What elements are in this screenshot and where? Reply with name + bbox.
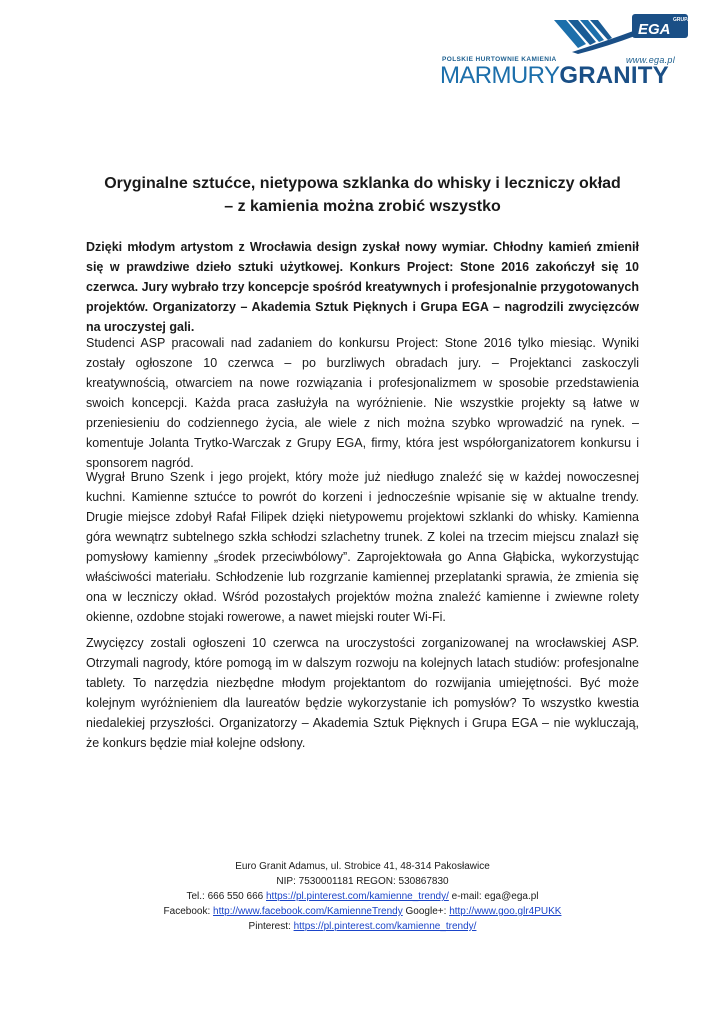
article-lead: Dzięki młodym artystom z Wrocławia design zyskał nowy wymiar. Chłodny kamień zmienił się w prawdziwe dzieło sztuki użytkowej. Konkurs Project: Stone 2016 zakończył się 10 czerwca. Jury wybrało trzy koncepcje spośród kreatywnych i profesjonalnie przygotowanych projektów. Organizatorzy – Akademia Sztuk Pięknych i Grupa EGA – nagrodzili zwycięzców na uroczystej gali. bbox=[86, 240, 639, 334]
footer-googleplus-label: Google+: bbox=[405, 906, 447, 917]
footer-pinterest-link-1[interactable]: https://pl.pinterest.com/kamienne_trendy/ bbox=[265, 891, 449, 902]
logo-badge-text: EGA bbox=[638, 21, 671, 38]
article-title bbox=[86, 172, 639, 218]
logo-subtitle: POLSKIE HURTOWNIE KAMIENIA bbox=[442, 56, 557, 63]
footer-email: e-mail: ega@ega.pl bbox=[451, 891, 539, 902]
article-paragraph-2: Studenci ASP pracowali nad zadaniem do konkursu Project: Stone 2016 tylko miesiąc. Wyniki zostały ogłoszone 10 czerwca – po burzliwych obradach jury. – Projektanci zaskoczyli kreatywnością, otwarciem na nowe rozwiązania i profesjonalizmem w sposobie przedstawienia swoich koncepcji. Każda praca zasłużyła na wyróżnienie. Nie wszystkie projekty są łatwe w przeniesieniu do codziennego życia, ale wiele z nich można szybko wprowadzić na rynek. – komentuje Jolanta Trytko-Warczak z Grupy EGA, firmy, która jest współorganizatorem konkursu i sponsorem nagród. bbox=[86, 336, 639, 470]
company-logo bbox=[440, 14, 692, 89]
article-paragraph-3: Wygrał Bruno Szenk i jego projekt, który może już niedługo znaleźć się w każdej nowoczesnej kuchni. Kamienne sztućce to powrót do korzeni i jednocześnie wpisanie się w aktualne trendy. Drugie miejsce zdobył Rafał Filipek dzięki nietypowemu projektowi szklanki do whisky. Kamienna góra wewnątrz subtelnego szkła schłodzi szlachetny trunek. Z kolei na trzecim miejscu znalazł się pomysłowy kamienny „środek przeciwbólowy”. Zaprojektowała go Anna Głąbicka, wykorzystując właściwości materiału. Schłodzenie lub rozgrzanie kamiennej przeplatanki sprawia, że zmienia się ona w leczniczy okład. Wśród pozostałych projektów można znaleźć kamienne i zwiewne rolety okienne, ozdobne stojaki rowerowe, a nawet miejski router Wi-Fi. bbox=[86, 470, 639, 624]
footer-googleplus-link[interactable]: http://www.goo.glr4PUKK bbox=[449, 906, 562, 917]
footer-pinterest-line bbox=[60, 919, 665, 934]
footer-company: Euro Granit Adamus, ul. Strobice 41, 48-314 Pakosławice bbox=[235, 861, 490, 872]
footer-facebook-label: Facebook: bbox=[163, 906, 211, 917]
article-paragraph-4: Zwycięzcy zostali ogłoszeni 10 czerwca na uroczystości zorganizowanej na wrocławskiej ASP. Otrzymali nagrody, które pomogą im w dalszym rozwoju na kolejnych latach studiów: profesjonalne tablety. To narzędzia niezbędne młodym projektantom do rozwijania umiejętności. Być może kolejnym wyróżnieniem dla laureatów będzie wykorzystanie ich pomysłów? To wszystko kwestia niedalekiej przyszłości. Organizatorzy – Akademia Sztuk Pięknych i Grupa EGA – nie wykluczają, że konkurs będzie miał kolejne odsłony. bbox=[86, 636, 639, 750]
footer-contact-line bbox=[60, 889, 665, 904]
logo-emblem-icon bbox=[552, 14, 692, 54]
page-footer bbox=[60, 859, 665, 934]
logo-wordmark bbox=[440, 64, 669, 91]
footer-pinterest-label: Pinterest: bbox=[248, 921, 291, 932]
footer-social-line bbox=[60, 904, 665, 919]
footer-facebook-link[interactable]: http://www.facebook.com/KamienneTrendy bbox=[213, 906, 403, 917]
article-title-line-1: Oryginalne sztućce, nietypowa szklanka do whisky i leczniczy okład bbox=[104, 175, 621, 192]
article-title-line-2: – z kamienia można zrobić wszystko bbox=[224, 198, 501, 215]
logo-word-marmury: MARMURY bbox=[440, 62, 560, 89]
footer-pinterest-link-2[interactable]: https://pl.pinterest.com/kamienne_trendy/ bbox=[293, 921, 477, 932]
logo-url: www.ega.pl bbox=[626, 55, 676, 65]
logo-badge-small: GRUPA bbox=[673, 17, 691, 23]
footer-tel: Tel.: 666 550 666 bbox=[186, 891, 264, 902]
logo-word-granity: GRANITY bbox=[559, 62, 669, 89]
footer-ids: NIP: 7530001181 REGON: 530867830 bbox=[276, 876, 449, 887]
